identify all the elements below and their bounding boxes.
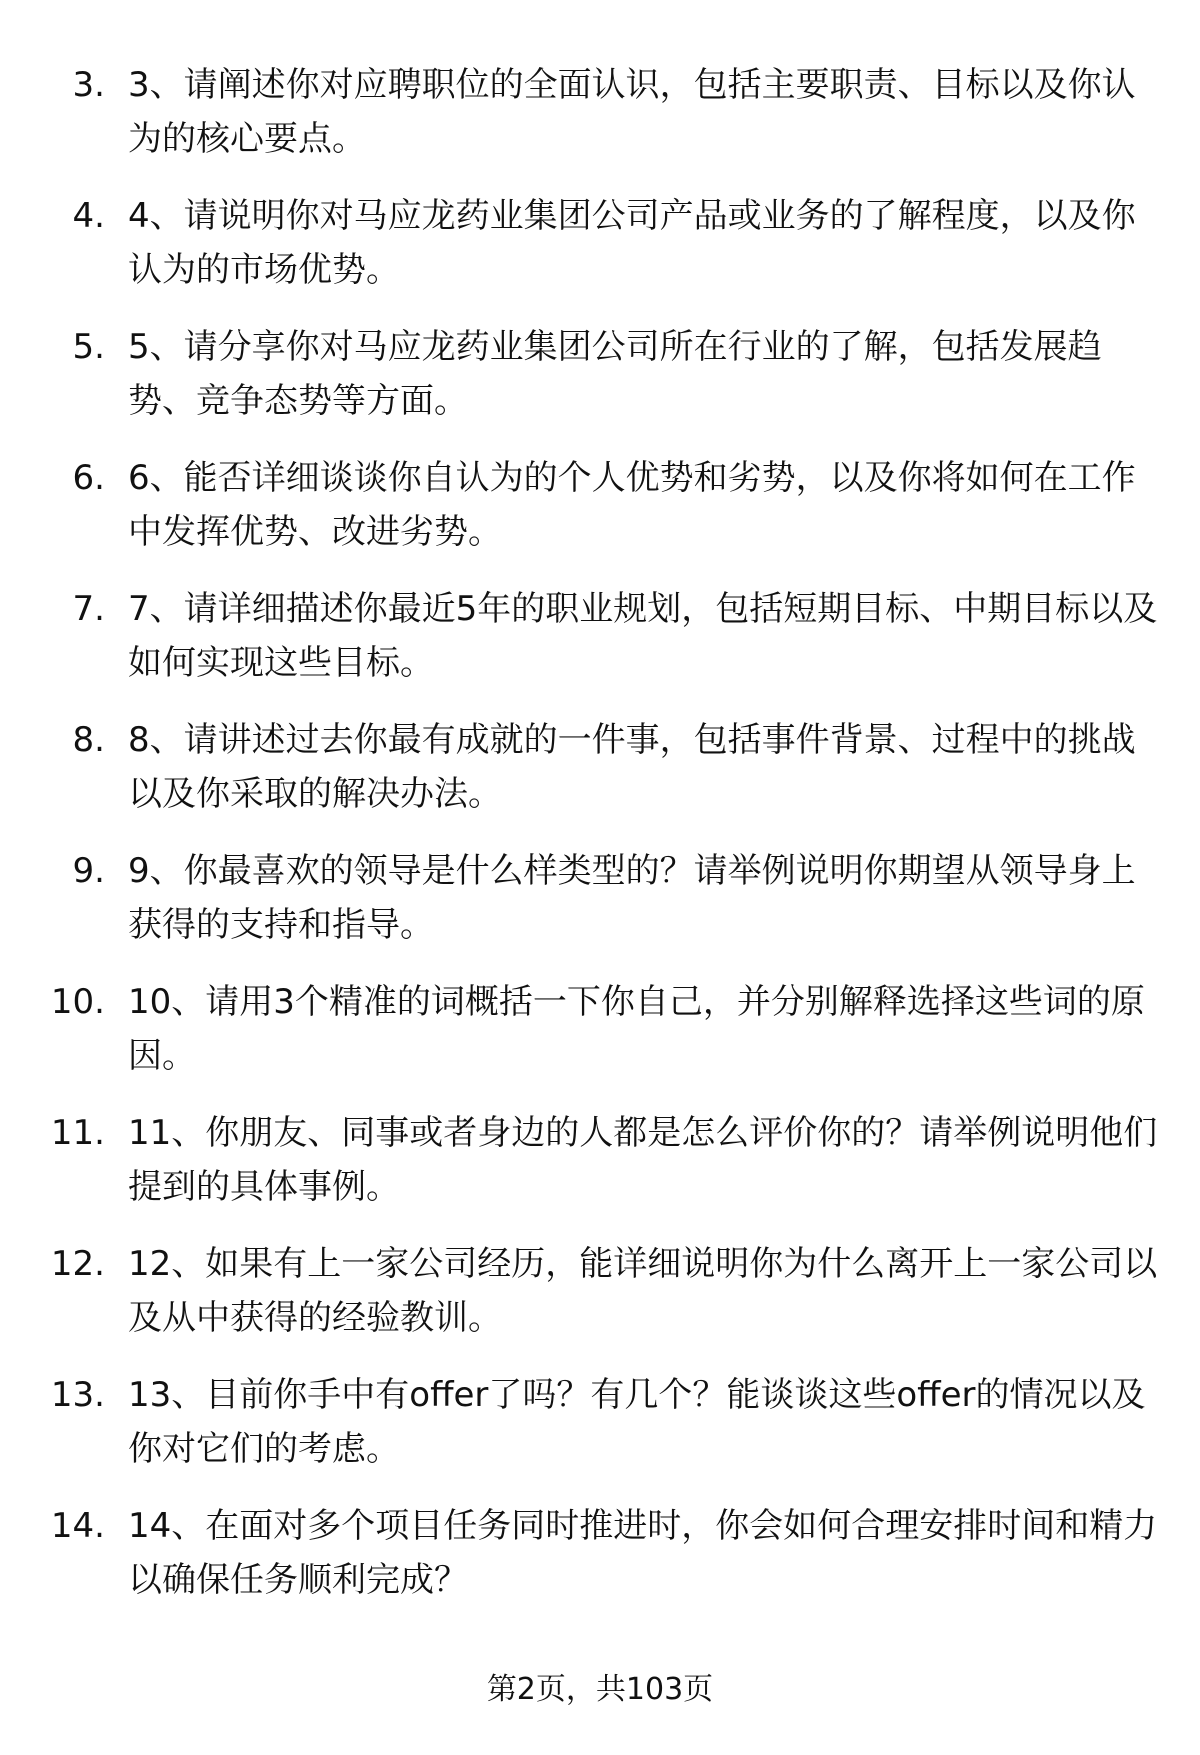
page-footer: 第2页，共103页 <box>486 1672 714 1707</box>
list-item <box>0 582 1200 713</box>
list-item <box>0 713 1200 844</box>
list-number: 14. <box>50 1506 105 1546</box>
list-item <box>0 320 1200 451</box>
question-text: 14、在面对多个项目任务同时推进时，你会如何合理安排时间和精力以确保任务顺利完成？ <box>128 1506 1158 1600</box>
question-text: 10、请用3个精准的词概括一下你自己，并分别解释选择这些词的原因。 <box>128 982 1145 1076</box>
list-item <box>0 189 1200 320</box>
list-number: 12. <box>50 1244 105 1284</box>
question-text: 3、请阐述你对应聘职位的全面认识，包括主要职责、目标以及你认为的核心要点。 <box>128 65 1136 159</box>
list-item <box>0 1237 1200 1368</box>
question-text: 4、请说明你对马应龙药业集团公司产品或业务的了解程度，以及你认为的市场优势。 <box>128 196 1136 290</box>
question-text: 8、请讲述过去你最有成就的一件事，包括事件背景、过程中的挑战以及你采取的解决办法。 <box>128 720 1136 814</box>
list-number: 6. <box>72 458 105 498</box>
list-number: 13. <box>50 1375 105 1415</box>
list-number: 10. <box>50 982 105 1022</box>
list-item <box>0 975 1200 1106</box>
question-text: 9、你最喜欢的领导是什么样类型的？请举例说明你期望从领导身上获得的支持和指导。 <box>128 851 1136 945</box>
list-number: 7. <box>72 589 105 629</box>
list-item <box>0 1106 1200 1237</box>
list-number: 4. <box>72 196 105 236</box>
list-item <box>0 451 1200 582</box>
list-item <box>0 58 1200 189</box>
list-number: 9. <box>72 851 105 891</box>
list-number: 8. <box>72 720 105 760</box>
question-text: 13、目前你手中有offer了吗？有几个？能谈谈这些offer的情况以及你对它们的考虑。 <box>128 1375 1146 1469</box>
question-text: 5、请分享你对马应龙药业集团公司所在行业的了解，包括发展趋势、竞争态势等方面。 <box>128 327 1102 421</box>
list-number: 5. <box>72 327 105 367</box>
question-text: 7、请详细描述你最近5年的职业规划，包括短期目标、中期目标以及如何实现这些目标。 <box>128 589 1158 683</box>
list-number: 3. <box>72 65 105 105</box>
question-list <box>0 58 1200 1630</box>
list-item <box>0 844 1200 975</box>
list-item <box>0 1499 1200 1630</box>
question-text: 6、能否详细谈谈你自认为的个人优势和劣势，以及你将如何在工作中发挥优势、改进劣势。 <box>128 458 1136 552</box>
list-number: 11. <box>50 1113 105 1153</box>
list-item <box>0 1368 1200 1499</box>
question-text: 12、如果有上一家公司经历，能详细说明你为什么离开上一家公司以及从中获得的经验教训。 <box>128 1244 1158 1338</box>
question-text: 11、你朋友、同事或者身边的人都是怎么评价你的？请举例说明他们提到的具体事例。 <box>128 1113 1158 1207</box>
